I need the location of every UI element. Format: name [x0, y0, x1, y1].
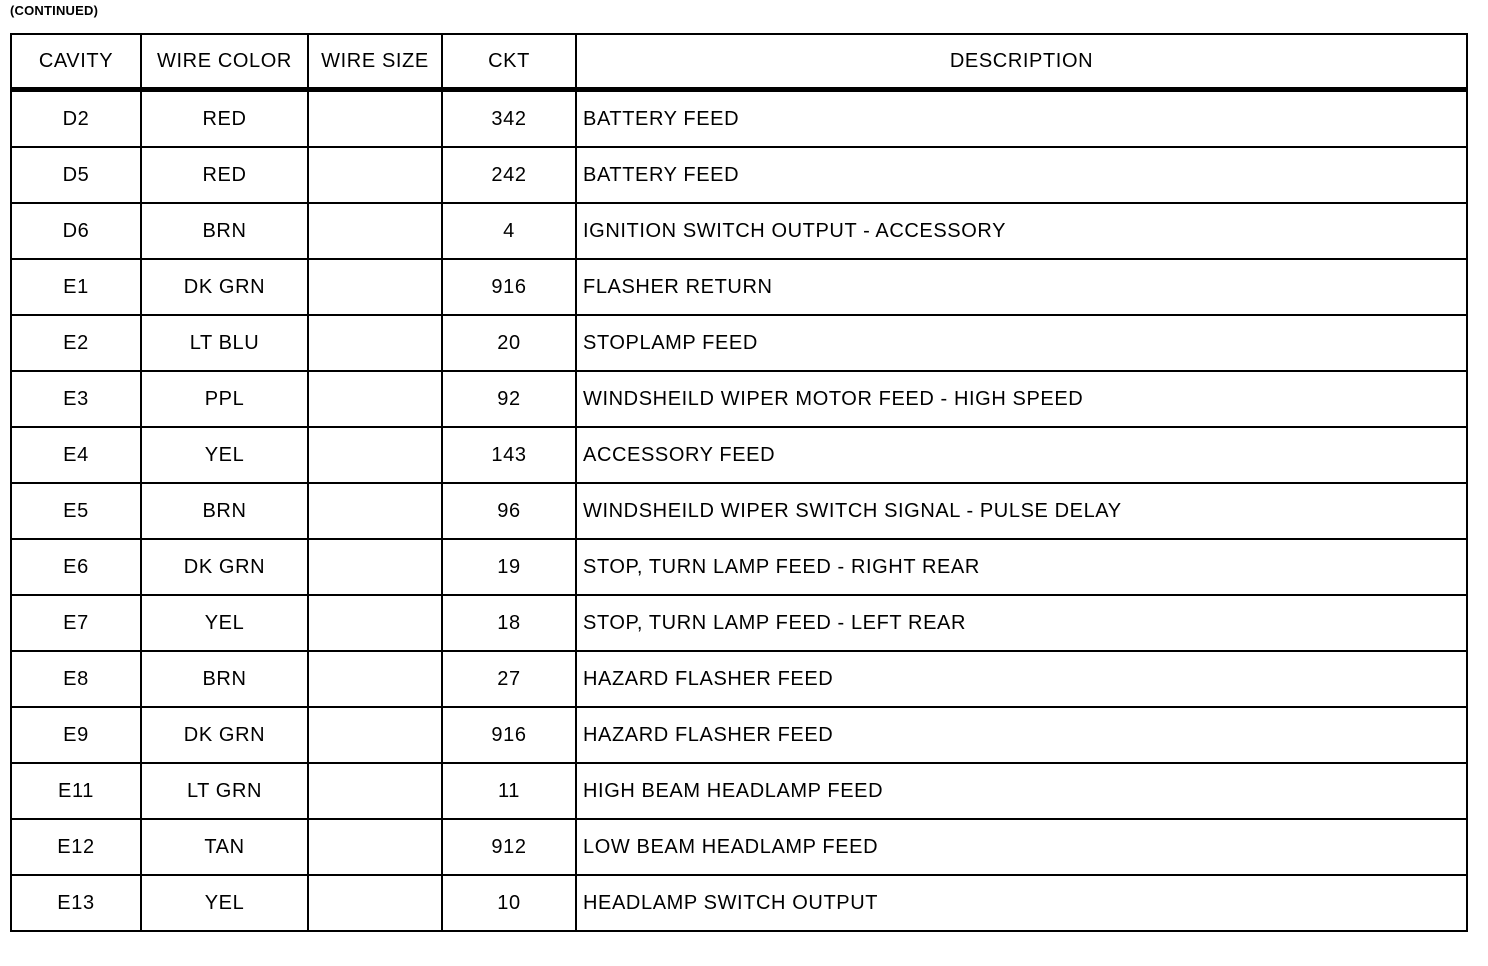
cell-cavity: E3	[11, 371, 141, 427]
column-header-cavity: CAVITY	[11, 34, 141, 90]
cell-wire-color: DK GRN	[141, 259, 308, 315]
cell-ckt: 342	[442, 90, 576, 148]
cell-wire-size	[308, 707, 442, 763]
connector-pin-table	[10, 33, 1468, 932]
cell-ckt: 11	[442, 763, 576, 819]
cell-description: IGNITION SWITCH OUTPUT - ACCESSORY	[576, 203, 1467, 259]
cell-wire-size	[308, 90, 442, 148]
cell-cavity: E1	[11, 259, 141, 315]
table-row	[11, 259, 1467, 315]
cell-wire-color: DK GRN	[141, 707, 308, 763]
cell-wire-size	[308, 427, 442, 483]
cell-cavity: E9	[11, 707, 141, 763]
cell-wire-size	[308, 651, 442, 707]
cell-description: STOPLAMP FEED	[576, 315, 1467, 371]
table-header	[11, 34, 1467, 90]
cell-description: BATTERY FEED	[576, 90, 1467, 148]
cell-cavity: D5	[11, 147, 141, 203]
table-row	[11, 203, 1467, 259]
cell-wire-color: LT GRN	[141, 763, 308, 819]
cell-description: WINDSHEILD WIPER SWITCH SIGNAL - PULSE DELAY	[576, 483, 1467, 539]
cell-cavity: E6	[11, 539, 141, 595]
cell-wire-size	[308, 147, 442, 203]
cell-wire-color: YEL	[141, 427, 308, 483]
cell-ckt: 4	[442, 203, 576, 259]
cell-cavity: E11	[11, 763, 141, 819]
column-header-wire-size: WIRE SIZE	[308, 34, 442, 90]
column-header-description: DESCRIPTION	[576, 34, 1467, 90]
table-row	[11, 595, 1467, 651]
table-row	[11, 763, 1467, 819]
cell-cavity: E13	[11, 875, 141, 931]
cell-ckt: 143	[442, 427, 576, 483]
cell-ckt: 27	[442, 651, 576, 707]
cell-wire-size	[308, 539, 442, 595]
cell-description: HIGH BEAM HEADLAMP FEED	[576, 763, 1467, 819]
cell-description: FLASHER RETURN	[576, 259, 1467, 315]
cell-ckt: 96	[442, 483, 576, 539]
cell-cavity: E8	[11, 651, 141, 707]
table-row	[11, 819, 1467, 875]
cell-wire-color: RED	[141, 147, 308, 203]
cell-ckt: 242	[442, 147, 576, 203]
cell-ckt: 92	[442, 371, 576, 427]
cell-wire-size	[308, 763, 442, 819]
cell-cavity: D2	[11, 90, 141, 148]
cell-description: HEADLAMP SWITCH OUTPUT	[576, 875, 1467, 931]
cell-wire-color: BRN	[141, 483, 308, 539]
cell-description: ACCESSORY FEED	[576, 427, 1467, 483]
cell-wire-size	[308, 203, 442, 259]
cell-ckt: 19	[442, 539, 576, 595]
cell-ckt: 916	[442, 707, 576, 763]
cell-description: BATTERY FEED	[576, 147, 1467, 203]
cell-ckt: 10	[442, 875, 576, 931]
table-row	[11, 371, 1467, 427]
cell-wire-color: DK GRN	[141, 539, 308, 595]
cell-ckt: 18	[442, 595, 576, 651]
cell-description: HAZARD FLASHER FEED	[576, 707, 1467, 763]
cell-wire-color: YEL	[141, 875, 308, 931]
cell-ckt: 912	[442, 819, 576, 875]
cell-description: STOP, TURN LAMP FEED - RIGHT REAR	[576, 539, 1467, 595]
cell-cavity: D6	[11, 203, 141, 259]
table-row	[11, 147, 1467, 203]
cell-ckt: 916	[442, 259, 576, 315]
cell-cavity: E2	[11, 315, 141, 371]
table-row	[11, 90, 1467, 148]
cell-wire-color: PPL	[141, 371, 308, 427]
header-row	[11, 34, 1467, 90]
cell-wire-size	[308, 483, 442, 539]
table-row	[11, 427, 1467, 483]
cell-wire-size	[308, 259, 442, 315]
cell-description: WINDSHEILD WIPER MOTOR FEED - HIGH SPEED	[576, 371, 1467, 427]
cell-wire-size	[308, 315, 442, 371]
table-row	[11, 315, 1467, 371]
column-header-wire-color: WIRE COLOR	[141, 34, 308, 90]
table-row	[11, 539, 1467, 595]
cell-description: STOP, TURN LAMP FEED - LEFT REAR	[576, 595, 1467, 651]
cell-wire-size	[308, 371, 442, 427]
cell-cavity: E7	[11, 595, 141, 651]
table-row	[11, 483, 1467, 539]
cell-cavity: E5	[11, 483, 141, 539]
cell-wire-color: TAN	[141, 819, 308, 875]
table-row	[11, 875, 1467, 931]
cell-cavity: E12	[11, 819, 141, 875]
cell-wire-color: RED	[141, 90, 308, 148]
cell-wire-color: LT BLU	[141, 315, 308, 371]
cell-wire-size	[308, 595, 442, 651]
continued-note: (CONTINUED)	[10, 3, 99, 18]
table-row	[11, 651, 1467, 707]
cell-wire-size	[308, 819, 442, 875]
cell-cavity: E4	[11, 427, 141, 483]
table-body	[11, 90, 1467, 932]
cell-description: LOW BEAM HEADLAMP FEED	[576, 819, 1467, 875]
cell-wire-color: BRN	[141, 651, 308, 707]
table-row	[11, 707, 1467, 763]
cell-wire-size	[308, 875, 442, 931]
cell-description: HAZARD FLASHER FEED	[576, 651, 1467, 707]
cell-wire-color: YEL	[141, 595, 308, 651]
cell-wire-color: BRN	[141, 203, 308, 259]
cell-ckt: 20	[442, 315, 576, 371]
column-header-ckt: CKT	[442, 34, 576, 90]
